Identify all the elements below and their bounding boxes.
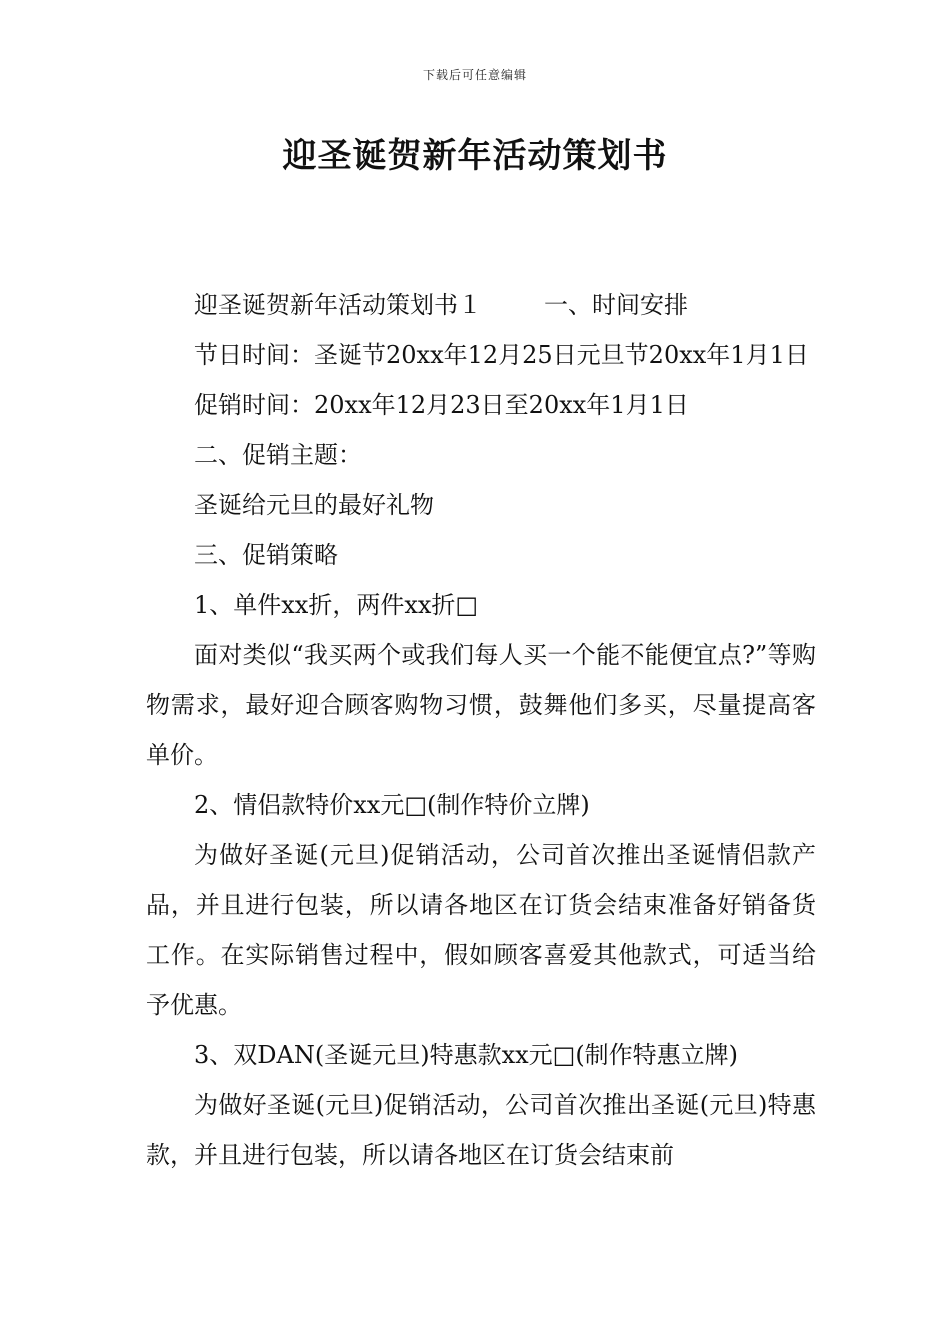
section-heading-schedule: 一、时间安排 xyxy=(544,291,688,319)
paragraph-holiday-time: 节日时间：圣诞节20xx年12月25日元旦节20xx年1月1日 xyxy=(194,341,809,369)
document-body xyxy=(146,280,816,1180)
paragraph-theme: 圣诞给元旦的最好礼物 xyxy=(194,491,434,519)
list-item-strategy-1: 1、单件xx折，两件xx折□ xyxy=(194,591,479,619)
paragraph-promo-time: 促销时间：20xx年12月23日至20xx年1月1日 xyxy=(194,391,689,419)
paragraph-strategy-1-detail: 面对类似“我买两个或我们每人买一个能不能便宜点?”等购物需求，最好迎合顾客购物习惯，鼓舞他们多买，尽量提高客单价。 xyxy=(146,641,816,769)
paragraph-intro xyxy=(146,280,816,330)
list-item-strategy-2: 2、情侣款特价xx元□(制作特价立牌) xyxy=(194,791,590,819)
paragraph-strategy-2-detail: 为做好圣诞(元旦)促销活动，公司首次推出圣诞情侣款产品，并且进行包装，所以请各地区在订货会结束准备好销备货工作。在实际销售过程中，假如顾客喜爱其他款式，可适当给予优惠。 xyxy=(146,841,816,1019)
paragraph-strategy-3-detail: 为做好圣诞(元旦)促销活动，公司首次推出圣诞(元旦)特惠款，并且进行包装，所以请各地区在订货会结束前 xyxy=(146,1091,816,1169)
document-title: 迎圣诞贺新年活动策划书 xyxy=(282,136,668,176)
header-note: 下载后可任意编辑 xyxy=(422,68,527,82)
section-heading-theme: 二、促销主题： xyxy=(194,441,362,469)
list-item-strategy-3: 3、双DAN(圣诞元旦)特惠款xx元□(制作特惠立牌) xyxy=(194,1041,739,1069)
intro-title-text: 迎圣诞贺新年活动策划书１ xyxy=(194,291,482,319)
section-heading-strategy: 三、促销策略 xyxy=(194,541,338,569)
